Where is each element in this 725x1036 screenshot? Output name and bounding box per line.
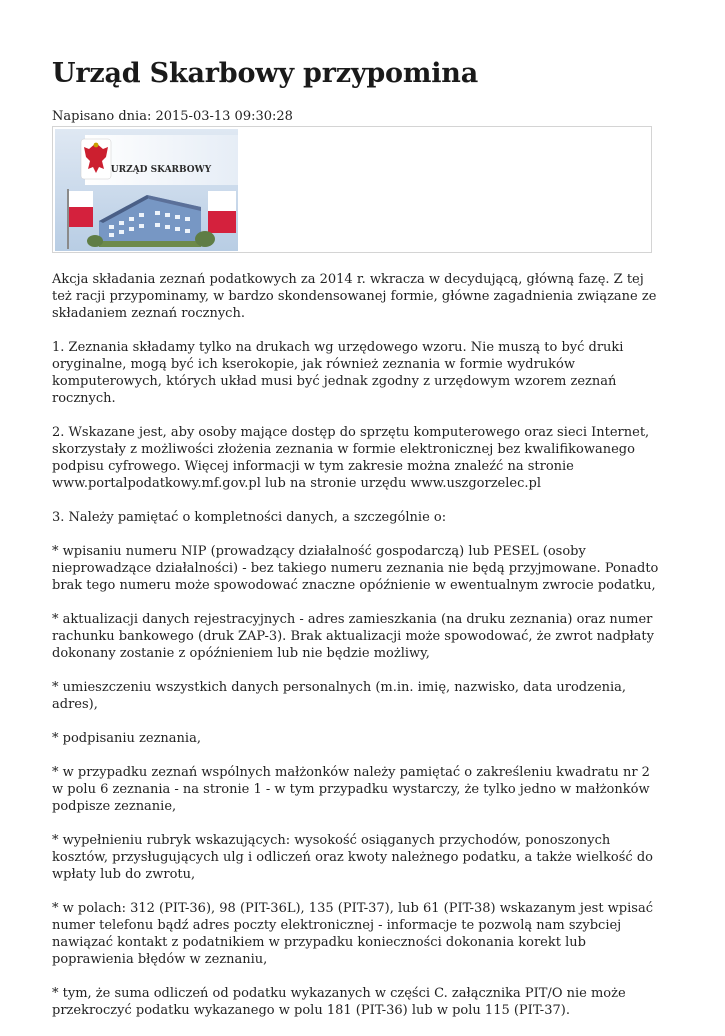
page-title: Urząd Skarbowy przypomina xyxy=(52,58,478,89)
paragraph: 3. Należy pamiętać o kompletności danych, a szczególnie o: xyxy=(52,510,447,525)
paragraph: Akcja składania zeznań podatkowych za 2014 r. wkracza w decydującą, główną fazę. Z tej też racji przypominamy, w bardzo skondensowanej formie, główne zagadnienia związane ze składaniem zeznań rocznych. xyxy=(52,272,657,321)
paragraph: * podpisaniu zeznania, xyxy=(52,731,201,746)
tax-office-illustration xyxy=(55,129,238,251)
paragraph: * w polach: 312 (PIT-36), 98 (PIT-36L), 135 (PIT-37), lub 61 (PIT-38) wskazanym jest wpisać numer telefonu bądź adres poczty elektronicznej - informacje te pozwolą nam szybciej nawiązać kontakt z podatnikiem w przypadku konieczności dokonania korekt lub poprawienia błędów w zeznaniu, xyxy=(52,901,653,967)
paragraph: 1. Zeznania składamy tylko na drukach wg urzędowego wzoru. Nie muszą to być druki oryginalne, mogą być ich kserokopie, jak również zeznania w formie wydruków komputerowych, których układ musi być jednak zgodny z urzędowym wzorem zeznań rocznych. xyxy=(52,340,624,406)
paragraph: * tym, że suma odliczeń od podatku wykazanych w części C. załącznika PIT/O nie może przekroczyć podatku wykazanego w polu 181 (PIT-36) lub w polu 115 (PIT-37). xyxy=(52,986,626,1018)
article-image-frame xyxy=(52,126,652,253)
banner-caption: URZĄD SKARBOWY xyxy=(110,165,212,175)
paragraph: * w przypadku zeznań wspólnych małżonków należy pamiętać o zakreśleniu kwadratu nr 2 w polu 6 zeznania - na stronie 1 - w tym przypadku wystarczy, że tylko jedno w małżonków podpisze zeznanie, xyxy=(52,765,650,814)
eagle-emblem-icon xyxy=(81,139,111,179)
paragraph: * wypełnieniu rubryk wskazujących: wysokość osiąganych przychodów, ponoszonych kosztów, przysługujących ulg i odliczeń oraz kwoty należnego podatku, a także wielkość do wpłaty lub do zwrotu, xyxy=(52,833,653,882)
paragraph: * umieszczeniu wszystkich danych personalnych (m.in. imię, nazwisko, data urodzenia, adres), xyxy=(52,680,627,712)
article-body xyxy=(52,271,664,1036)
paragraph: 2. Wskazane jest, aby osoby mające dostęp do sprzętu komputerowego oraz sieci Internet, skorzystały z możliwości złożenia zeznania w formie elektronicznej bez kwalifikowanego podpisu cyfrowego. Więcej informacji w tym zakresie można znaleźć na stronie www.portalpodatkowy.mf.gov.pl lub na stronie urzędu www.uszgorzelec.pl xyxy=(52,425,650,491)
publish-date: Napisano dnia: 2015-03-13 09:30:28 xyxy=(52,109,293,124)
paragraph: * aktualizacji danych rejestracyjnych - adres zamieszkania (na druku zeznania) oraz numer rachunku bankowego (druk ZAP-3). Brak aktualizacji może spowodować, że zwrot nadpłaty dokonany zostanie z opóźnieniem lub nie będzie możliwy, xyxy=(52,612,654,661)
tax-office-banner-image xyxy=(55,129,238,251)
paragraph: * wpisaniu numeru NIP (prowadzący działalność gospodarczą) lub PESEL (osoby nieprowadzące działalności) - bez takiego numeru zeznania nie będą przyjmowane. Ponadto brak tego numeru może spowodować znaczne opóźnienie w ewentualnym zwrocie podatku, xyxy=(52,544,659,593)
